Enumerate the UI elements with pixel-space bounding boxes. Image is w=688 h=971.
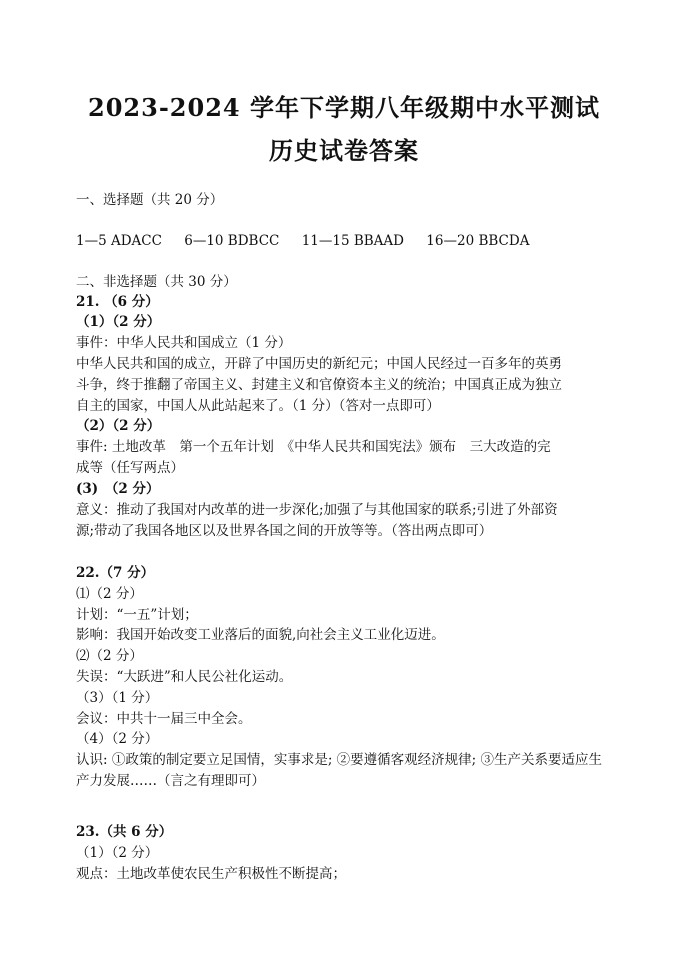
q21-sub2: （2）（2 分）: [76, 418, 161, 434]
q22-plan: 计划：“一五”计划；: [76, 607, 198, 623]
q22-impact: 影响：我国开始改变工业落后的面貌,向社会主义工业化迈进。: [76, 627, 445, 643]
q21-heading: 21. （6 分）: [76, 294, 159, 310]
q22-sub2: ⑵（2 分）: [76, 648, 143, 664]
part1-heading: 一、选择题（共 20 分）: [76, 192, 224, 208]
q21-significance-line: 中华人民共和国的成立，开辟了中国历史的新纪元；中国人民经过一百多年的英勇: [76, 356, 562, 372]
q21-meaning-line: 意义：推动了我国对内改革的进一步深化;加强了与其他国家的联系;引进了外部资: [76, 502, 558, 518]
mc-answer-group: 1—5 ADACC: [76, 233, 162, 249]
q23-sub1: （1）（2 分）: [76, 845, 159, 861]
q22-insight-line: 认识: ①政策的制定要立足国情，实事求是; ②要遵循客观经济规律; ③生产关系要适应生: [76, 752, 603, 768]
document-title: 2023-2024 学年下学期八年级期中水平测试: [88, 93, 600, 122]
q22-sub4: （4）（2 分）: [76, 731, 159, 747]
q21-event2-line: 事件: 土地改革 第一个五年计划 《中华人民共和国宪法》颁布 三大改造的完: [76, 439, 551, 455]
part2-heading: 二、非选择题（共 30 分）: [76, 274, 237, 290]
document-subtitle: 历史试卷答案: [269, 136, 419, 165]
q22-insight-line: 产力发展……（言之有理即可）: [76, 773, 265, 789]
q21-significance-line: 自主的国家，中国人从此站起来了。（1 分）（答对一点即可）: [76, 398, 440, 414]
mc-answer-group: 16—20 BBCDA: [426, 233, 530, 249]
q21-sub3: (3) （2 分）: [76, 481, 160, 497]
q21-event1: 事件：中华人民共和国成立（1 分）: [76, 335, 292, 351]
q22-heading: 22.（7 分）: [76, 565, 155, 581]
q22-mistake: 失误：“大跃进”和人民公社化运动。: [76, 669, 293, 685]
q22-sub1: ⑴（2 分）: [76, 586, 143, 602]
q23-view: 观点：土地改革使农民生产积极性不断提高；: [76, 866, 346, 882]
mc-answer-group: 6—10 BDBCC: [184, 233, 280, 249]
mc-answer-group: 11—15 BBAAD: [301, 233, 404, 249]
q22-meeting: 会议：中共十一届三中全会。: [76, 711, 252, 727]
q21-meaning-line: 源;带动了我国各地区以及世界各国之间的开放等等。（答出两点即可）: [76, 523, 493, 539]
q23-heading: 23.（共 6 分）: [76, 824, 173, 840]
q22-sub3: （3）（1 分）: [76, 690, 159, 706]
q21-sub1: （1）（2 分）: [76, 314, 161, 330]
q21-significance-line: 斗争，终于推翻了帝国主义、封建主义和官僚资本主义的统治；中国真正成为独立: [76, 377, 562, 393]
q21-event2-line: 成等（任写两点）: [76, 460, 184, 476]
multiple-choice-answers: [76, 231, 616, 251]
